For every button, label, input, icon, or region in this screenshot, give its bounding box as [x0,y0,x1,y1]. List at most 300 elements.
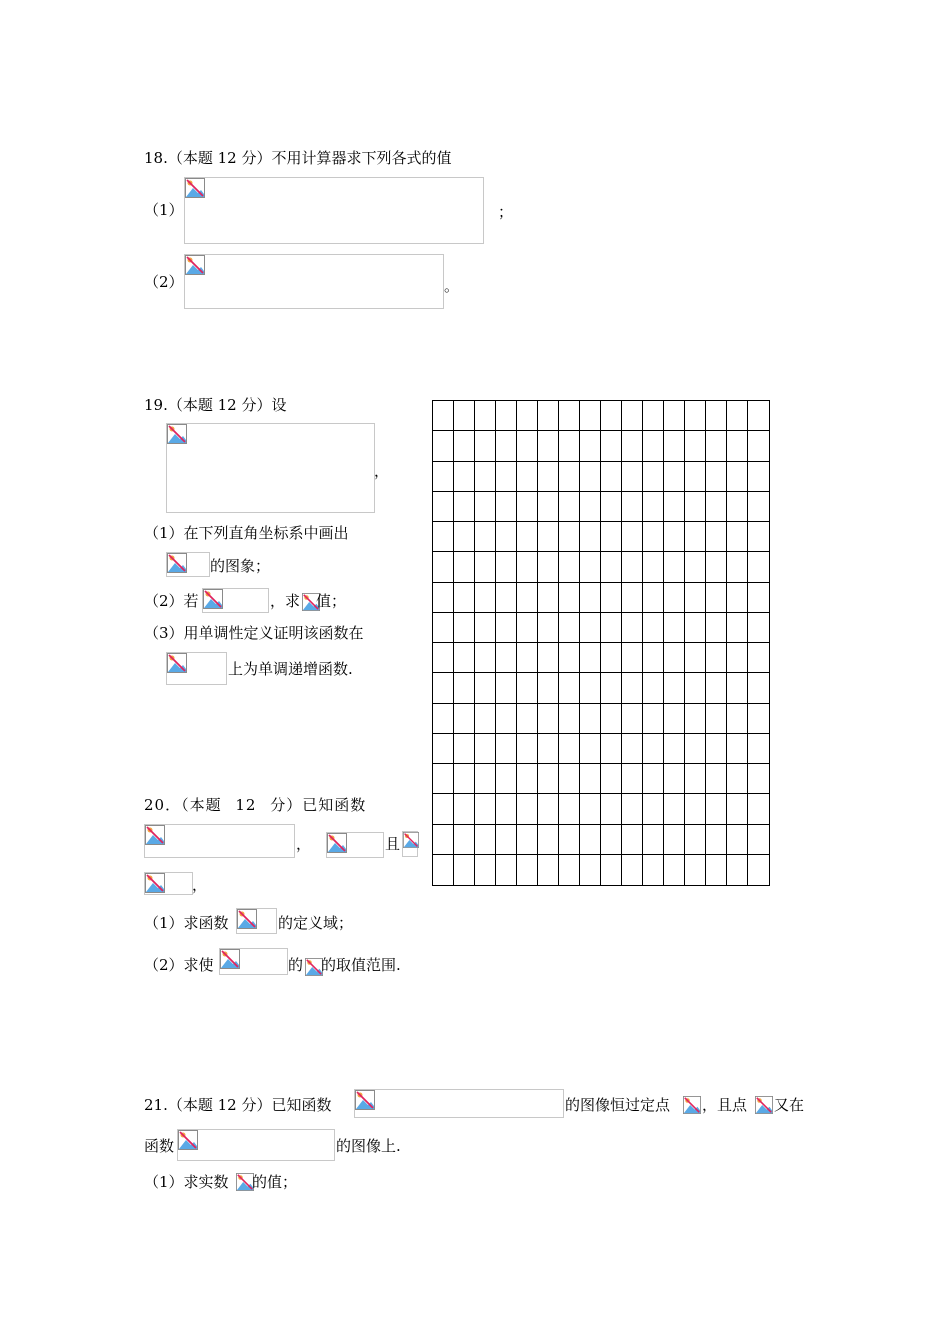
grid-cell [685,643,706,673]
grid-cell [601,492,622,522]
broken-image-icon [167,653,187,673]
grid-cell [685,462,706,492]
grid-cell [748,552,769,582]
grid-cell [496,522,517,552]
grid-cell [622,734,643,764]
q18-part1-label: （1） [144,201,184,219]
grid-cell [433,673,454,703]
grid-cell [706,401,727,431]
grid-cell [748,431,769,461]
grid-cell [685,794,706,824]
q19-part1-image [166,552,210,577]
grid-cell [580,552,601,582]
grid-cell [538,734,559,764]
grid-cell [643,613,664,643]
grid-cell [580,613,601,643]
grid-cell [622,613,643,643]
q20-part1-tail: 的定义域； [278,914,354,932]
grid-cell [454,583,475,613]
grid-cell [748,825,769,855]
q19-part1-text: （1）在下列直角坐标系中画出 [144,524,349,542]
grid-cell [475,583,496,613]
grid-cell [727,794,748,824]
grid-cell [643,855,664,885]
grid-cell [706,704,727,734]
broken-image-icon [403,832,419,848]
grid-cell [664,825,685,855]
grid-cell [601,764,622,794]
grid-cell [601,401,622,431]
q19-part2-image [202,588,269,613]
grid-cell [496,643,517,673]
q19-part3-image [166,652,227,685]
grid-cell [580,492,601,522]
grid-cell [433,522,454,552]
grid-cell [454,825,475,855]
grid-cell [622,401,643,431]
grid-cell [706,462,727,492]
grid-cell [538,825,559,855]
grid-cell [664,613,685,643]
q21-line2-tail: 的图像上. [336,1137,401,1155]
grid-cell [559,794,580,824]
grid-cell [475,462,496,492]
grid-cell [727,431,748,461]
q20-condition2-image [402,831,418,857]
grid-cell [580,401,601,431]
q20-part2-mid: 的 [288,956,304,974]
grid-cell [685,673,706,703]
broken-image-icon [145,873,165,893]
grid-cell [748,764,769,794]
grid-cell [748,673,769,703]
grid-cell [475,673,496,703]
grid-cell [517,764,538,794]
grid-cell [433,825,454,855]
broken-image-icon [683,1096,701,1114]
grid-cell [538,673,559,703]
grid-cell [475,552,496,582]
grid-cell [517,401,538,431]
grid-cell [517,613,538,643]
grid-cell [748,794,769,824]
grid-cell [559,492,580,522]
q21-line2-pre: 函数 [144,1137,175,1155]
grid-cell [727,764,748,794]
grid-cell [475,431,496,461]
grid-cell [601,825,622,855]
grid-cell [643,431,664,461]
grid-cell [685,704,706,734]
grid-cell [580,794,601,824]
grid-cell [727,401,748,431]
grid-cell [601,673,622,703]
grid-cell [580,643,601,673]
grid-cell [727,522,748,552]
grid-cell [685,431,706,461]
q20-title: 20．（本题 12 分）已知函数 [144,796,367,814]
grid-cell [643,492,664,522]
grid-cell [706,825,727,855]
q19-title: 19.（本题 12 分）设 [144,396,287,414]
grid-cell [622,764,643,794]
grid-cell [664,552,685,582]
grid-cell [559,734,580,764]
grid-cell [643,552,664,582]
grid-cell [601,794,622,824]
grid-cell [664,734,685,764]
grid-cell [622,583,643,613]
grid-cell [538,522,559,552]
q18-part2-tail: 。 [444,277,460,295]
grid-cell [454,613,475,643]
grid-cell [748,492,769,522]
grid-cell [454,764,475,794]
broken-image-icon [185,255,205,275]
grid-cell [580,704,601,734]
grid-cell [727,583,748,613]
grid-cell [664,462,685,492]
grid-cell [685,492,706,522]
q19-comma: ， [374,462,390,480]
grid-cell [727,704,748,734]
grid-cell [727,492,748,522]
grid-cell [580,462,601,492]
grid-cell [517,855,538,885]
grid-cell [601,431,622,461]
grid-cell [664,794,685,824]
broken-image-icon [167,424,187,444]
grid-cell [454,552,475,582]
q19-part2-tail: 值； [316,592,347,610]
grid-cell [685,764,706,794]
grid-cell [727,673,748,703]
grid-cell [748,643,769,673]
grid-cell [517,522,538,552]
broken-image-icon [145,825,165,845]
grid-cell [685,613,706,643]
grid-cell [517,492,538,522]
grid-cell [538,643,559,673]
grid-cell [748,583,769,613]
grid-cell [643,764,664,794]
grid-cell [517,431,538,461]
grid-cell [517,704,538,734]
broken-image-icon [327,833,347,853]
grid-cell [517,673,538,703]
grid-cell [580,734,601,764]
grid-cell [748,613,769,643]
grid-cell [496,492,517,522]
grid-cell [580,825,601,855]
grid-cell [601,855,622,885]
grid-cell [580,673,601,703]
grid-cell [601,734,622,764]
grid-cell [496,825,517,855]
grid-cell [601,522,622,552]
grid-cell [748,462,769,492]
grid-cell [517,462,538,492]
grid-cell [475,734,496,764]
grid-cell [706,855,727,885]
grid-cell [643,825,664,855]
grid-cell [580,431,601,461]
grid-cell [517,552,538,582]
grid-cell [622,643,643,673]
grid-cell [454,704,475,734]
grid-cell [496,764,517,794]
grid-cell [664,492,685,522]
grid-cell [475,704,496,734]
q20-condition-image [326,832,384,858]
q21-line1-pre: 21.（本题 12 分）已知函数 [144,1096,332,1114]
grid-cell [538,583,559,613]
grid-cell [580,764,601,794]
grid-cell [433,583,454,613]
grid-cell [538,613,559,643]
q21-line1-mid: 的图像恒过定点 [565,1096,671,1114]
grid-cell [622,492,643,522]
grid-cell [622,855,643,885]
q20-comma2: ， [192,876,208,894]
grid-cell [748,704,769,734]
q21-function-image [354,1089,564,1118]
grid-cell [727,643,748,673]
grid-cell [517,734,538,764]
grid-cell [559,673,580,703]
grid-cell [664,522,685,552]
grid-cell [706,552,727,582]
coordinate-grid [432,400,770,886]
grid-cell [496,431,517,461]
grid-cell [559,431,580,461]
grid-cell [706,734,727,764]
grid-cell [433,462,454,492]
grid-cell [559,583,580,613]
grid-cell [706,522,727,552]
grid-cell [727,825,748,855]
broken-image-icon [237,909,257,929]
broken-image-icon [185,178,205,198]
q21-part1-tail: 的值； [252,1173,298,1191]
grid-cell [538,431,559,461]
grid-cell [685,825,706,855]
grid-cell [685,522,706,552]
q18-formula2-image [184,254,444,309]
grid-cell [664,855,685,885]
grid-cell [559,613,580,643]
q20-and: 且 [385,835,401,853]
grid-cell [496,583,517,613]
grid-cell [664,583,685,613]
grid-cell [685,552,706,582]
grid-cell [538,855,559,885]
q20-comma1: ， [296,835,312,853]
q21-line1-tail: 又在 [774,1096,805,1114]
grid-cell [475,855,496,885]
grid-cell [622,462,643,492]
grid-cell [601,704,622,734]
q21-line1-mid2: ，且点 [702,1096,748,1114]
grid-cell [517,583,538,613]
grid-cell [559,764,580,794]
grid-cell [727,613,748,643]
grid-cell [622,431,643,461]
grid-cell [580,855,601,885]
grid-cell [727,734,748,764]
grid-cell [643,401,664,431]
grid-cell [664,764,685,794]
grid-cell [706,583,727,613]
q21-part1-pre: （1）求实数 [144,1173,229,1191]
q19-function-image [166,423,375,513]
grid-cell [727,855,748,885]
grid-cell [559,825,580,855]
grid-cell [454,794,475,824]
q20-part2-tail: 的取值范围. [321,956,401,974]
grid-cell [685,583,706,613]
grid-cell [643,673,664,703]
grid-cell [664,704,685,734]
grid-cell [643,643,664,673]
broken-image-icon [220,949,240,969]
grid-cell [643,522,664,552]
grid-cell [580,522,601,552]
grid-cell [433,492,454,522]
q21-function2-image [177,1129,335,1161]
grid-cell [664,401,685,431]
grid-cell [664,431,685,461]
grid-cell [706,492,727,522]
q20-part2-pre: （2）求使 [144,956,214,974]
q18-title: 18.（本题 12 分）不用计算器求下列各式的值 [144,149,452,167]
grid-cell [622,794,643,824]
grid-cell [538,704,559,734]
grid-cell [601,552,622,582]
grid-cell [748,522,769,552]
grid-cell [496,855,517,885]
broken-image-icon [755,1096,773,1114]
grid-cell [517,794,538,824]
broken-image-icon [355,1090,375,1110]
grid-cell [538,492,559,522]
q19-part1-tail: 的图象； [210,557,271,575]
q20-function-image [144,824,295,858]
grid-cell [496,462,517,492]
grid-cell [685,401,706,431]
grid-cell [475,492,496,522]
grid-cell [454,462,475,492]
grid-cell [433,613,454,643]
grid-cell [475,794,496,824]
grid-cell [496,734,517,764]
grid-cell [538,401,559,431]
grid-cell [517,825,538,855]
grid-cell [559,462,580,492]
grid-cell [475,643,496,673]
grid-cell [433,704,454,734]
grid-cell [559,643,580,673]
grid-cell [475,825,496,855]
grid-cell [454,855,475,885]
q18-formula1-image [184,177,484,244]
grid-cell [643,734,664,764]
q20-part1-pre: （1）求函数 [144,914,229,932]
grid-cell [475,401,496,431]
q18-part2-label: （2） [144,273,184,291]
grid-cell [496,794,517,824]
q20-part2-image [219,948,288,975]
grid-cell [496,401,517,431]
grid-cell [706,431,727,461]
grid-cell [559,552,580,582]
q18-part1-tail: ； [498,203,514,221]
grid-cell [433,401,454,431]
grid-cell [433,552,454,582]
q19-part3-tail: 上为单调递增函数. [228,660,353,678]
grid-cell [454,492,475,522]
grid-cell [622,825,643,855]
grid-cell [601,643,622,673]
q19-part3-text: （3）用单调性定义证明该函数在 [144,624,364,642]
grid-cell [454,734,475,764]
grid-cell [727,462,748,492]
grid-cell [475,613,496,643]
grid-cell [748,734,769,764]
grid-cell [559,522,580,552]
grid-cell [601,583,622,613]
grid-cell [496,552,517,582]
grid-cell [538,462,559,492]
grid-cell [475,522,496,552]
grid-cell [706,764,727,794]
grid-cell [706,613,727,643]
grid-cell [454,522,475,552]
grid-cell [706,673,727,703]
grid-cell [727,552,748,582]
grid-cell [622,522,643,552]
grid-cell [601,462,622,492]
grid-cell [475,764,496,794]
q20-condition3-image [144,872,193,895]
grid-cell [748,855,769,885]
grid-cell [685,734,706,764]
grid-cell [538,764,559,794]
grid-cell [454,643,475,673]
grid-cell [559,704,580,734]
grid-cell [496,613,517,643]
grid-cell [433,794,454,824]
grid-cell [559,401,580,431]
q20-part1-image [236,908,277,934]
grid-cell [496,704,517,734]
grid-cell [433,855,454,885]
grid-cell [433,764,454,794]
grid-cell [454,431,475,461]
grid-cell [517,643,538,673]
grid-cell [559,855,580,885]
grid-cell [706,643,727,673]
grid-cell [643,794,664,824]
broken-image-icon [167,553,187,573]
grid-cell [622,704,643,734]
broken-image-icon [178,1130,198,1150]
grid-cell [601,613,622,643]
grid-cell [538,552,559,582]
q19-part2-mid: ，求 [270,592,301,610]
grid-cell [664,673,685,703]
grid-cell [622,552,643,582]
